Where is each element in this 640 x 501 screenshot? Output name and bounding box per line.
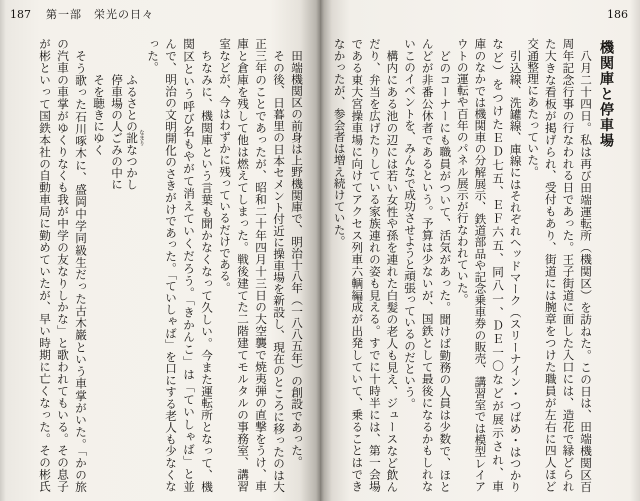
right-page xyxy=(320,0,640,501)
text-column: 室などが、今はわずかに残っているだけである。 xyxy=(218,38,232,294)
page-number-left: 187 xyxy=(10,8,31,21)
text-column: 交通整理にあたっていた。 xyxy=(526,38,541,178)
text-column: 関区という呼び名もやがて消えていくだろう。「きかんこ」は「ていしゃば」と並 xyxy=(182,38,196,492)
text-column: そう歌った石川啄木に、盛岡中学同級生だった古木巌という車掌がいた。「かの旅 xyxy=(74,49,88,492)
poem-line-3: そを聴きにゆく xyxy=(92,74,106,156)
text-column: 周年記念行事の行なわれる日であった。王子街道に面した入口には、造花で縁どられ xyxy=(561,38,576,492)
ruby-base: 訛 xyxy=(125,129,139,147)
right-page-body xyxy=(330,38,594,494)
poem-line-2: 停車場の人ごみの中に xyxy=(110,74,124,190)
left-page-body xyxy=(36,38,306,494)
text-column: だり、弁当を広げたりしている家族連れの姿も見える。すでに十時半には、第一会場 xyxy=(367,38,382,492)
text-column: その後、日暮里の日本セメント付近に操車場を新設し、現在のところに移ったのは大 xyxy=(272,49,286,492)
text-column: んどが非番公休者であるという。予算は少ないが、国鉄として最後になるかもしれな xyxy=(420,38,435,492)
text-column: た大きな看板が掲げられ、受付もあり、街道には腕章をつけた職員が左右に四人ほど xyxy=(543,38,558,492)
text-column: った。 xyxy=(146,38,160,73)
text-column: が彬といって国鉄本社の自動車局に勤めていたが、早い時期に亡くなった。その彬氏 xyxy=(38,38,52,492)
ruby-reading: なまり xyxy=(138,129,144,147)
running-head: 第一部 栄光の日々 xyxy=(46,8,154,21)
poem-line-1 xyxy=(126,38,144,492)
text-column: 構内にある池の辺には若い女性や孫を連れた白髪の老人も見え、ジュースなど飲ん xyxy=(385,49,400,492)
text-column: 庫と倉庫を残して他は燃えてしまった。戦後建てた二階建てモルタルの事務室、講習 xyxy=(236,38,250,492)
text-column: 引込線、洗罐線、庫線にはそれぞれヘッドマーク（スリーナイン・つばめ・はつかり xyxy=(508,49,523,492)
text-column: 八月二十四日。私は再び田端運転所（機関区）を訪ねた。この日は、田端機関区百 xyxy=(579,49,593,492)
text-column: の汽車の車掌がゆくりなくも我が中学の友なりしかな」と歌われてもいる。その息子 xyxy=(56,38,70,492)
text-column: である東大宮操車場に向けてアクセス列車六輌編成が出発していて、乗ることはでき xyxy=(350,38,365,492)
text-column: んで、明治の文明開化のさきがけであった。「ていしゃば」を口にする老人も少なくな xyxy=(164,38,178,492)
text-column: いこのイベントを、みんなで成功させようと頑張っているのだという。 xyxy=(403,38,418,410)
chapter-title: 機関庫と停車場 xyxy=(598,40,614,149)
text-column: ウトの運転や百年のパネル展示が行なわれていた。 xyxy=(455,38,470,305)
poem-line-1-start: ふるさとの xyxy=(125,74,139,132)
text-column: どのコーナーにも職員がついて、活気があった。聞けば勤務の人員は少数で、ほと xyxy=(438,49,453,492)
text-column: ちなみに、機関庫という言葉も聞かなくなって久しい。今また運転所となって、機 xyxy=(200,49,214,492)
poem-ruby xyxy=(125,129,144,147)
text-column: 正三年のことであったが、昭和二十年四月十三日の大空襲で焼夷弾の直撃をうけ、車 xyxy=(254,38,268,492)
poem-line-1-end: なつかし xyxy=(125,143,139,191)
page-number-right: 186 xyxy=(607,8,628,21)
text-column: なかったが、参会者は増え続けていた。 xyxy=(332,38,347,247)
text-column: など）をつけたＥＤ七五、ＥＦ六五、同八一、ＤＥ一〇などが展示され、車 xyxy=(491,38,506,492)
text-column: 庫のなかでは機関車の分解展示、鉄道部品や記念乗車券の販売、講習室では模型レイア xyxy=(473,38,488,492)
text-column: 田端機関区の前身は上野機関庫で、明治十八年（一八八五年）の創設であった。 xyxy=(290,49,304,468)
